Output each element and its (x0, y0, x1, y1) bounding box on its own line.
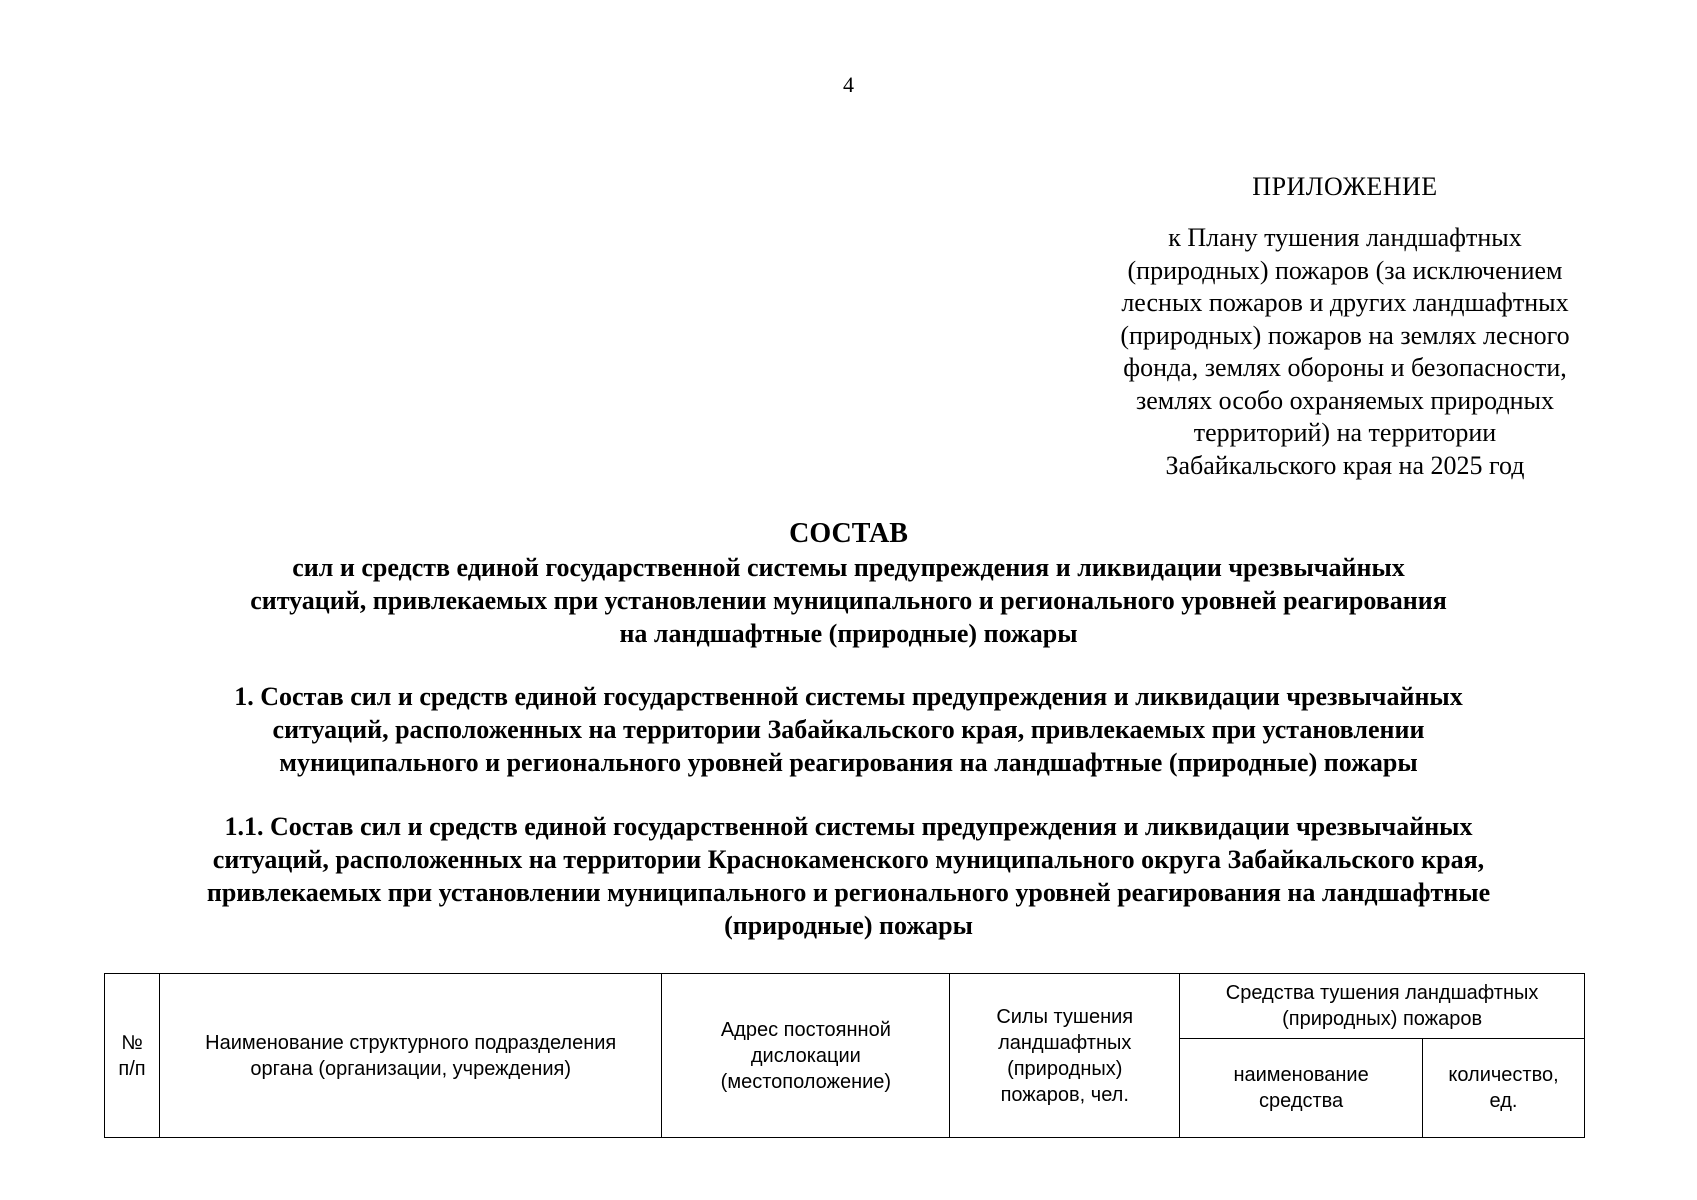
col-header-unit-name-line: органа (организации, учреждения) (250, 1057, 571, 1080)
col-header-forces-line: ландшафтных (998, 1031, 1132, 1054)
appendix-line: землях особо охраняемых природных (1135, 385, 1555, 415)
section-1-1-line: 1.1. Состав сил и средств единой государственной системы предупреждения и ликвидации чрезвычайных (224, 812, 1473, 841)
col-header-forces (950, 974, 1180, 1138)
col-header-number-line: п/п (118, 1057, 146, 1080)
col-header-means-name (1180, 1039, 1423, 1138)
col-header-means-group (1180, 974, 1585, 1039)
appendix-line: Забайкальского края на 2025 год (1165, 450, 1525, 480)
col-header-means-name-line: средства (1259, 1090, 1344, 1112)
document-subtitle-line: на ландшафтные (природные) пожары (619, 619, 1078, 648)
col-header-address-line: дислокации (750, 1044, 861, 1067)
section-1-heading (0, 680, 1697, 779)
table-header-row (105, 974, 1585, 1039)
appendix-text (1080, 222, 1610, 482)
col-header-address-line: Адрес постоянной (720, 1018, 891, 1041)
section-1-1-line: ситуаций, расположенных на территории Краснокаменского муниципального округа Забайкальского края, (212, 845, 1485, 874)
col-header-unit-name-line: Наименование структурного подразделения (205, 1031, 617, 1054)
appendix-line: к Плану тушения ландшафтных (1168, 223, 1522, 252)
col-header-address (662, 974, 950, 1138)
col-header-number-line: № (121, 1031, 143, 1054)
section-1-line: муниципального и регионального уровней реагирования на ландшафтные (природные) пожары (279, 748, 1418, 777)
col-header-means-name-line: наименование (1233, 1064, 1369, 1086)
col-header-unit-name (159, 974, 661, 1138)
section-1-line: ситуаций, расположенных на территории Забайкальского края, привлекаемых при установлении (272, 715, 1425, 744)
appendix-title: ПРИЛОЖЕНИЕ (1252, 172, 1438, 201)
document-heading (0, 517, 1697, 650)
appendix-line: территорий) на территории (1193, 418, 1497, 447)
col-header-forces-line: (природных) (1007, 1057, 1123, 1080)
col-header-means-group-line: (природных) пожаров (1282, 1008, 1483, 1030)
appendix-line: (природных) пожаров (за исключением (1127, 255, 1563, 285)
col-header-means-quantity-line: количество, (1448, 1064, 1559, 1086)
col-header-means-quantity-line: ед. (1489, 1090, 1518, 1112)
document-subtitle-line: сил и средств единой государственной системы предупреждения и ликвидации чрезвычайных (292, 553, 1405, 582)
col-header-means-quantity (1423, 1039, 1585, 1138)
appendix-line: лесных пожаров и других ландшафтных (1121, 288, 1569, 317)
col-header-number (105, 974, 160, 1138)
section-1-1-heading (0, 810, 1697, 942)
section-1-line: 1. Состав сил и средств единой государственной системы предупреждения и ликвидации чрезвычайных (234, 682, 1463, 711)
appendix-line: (природных) пожаров на землях лесного (1120, 320, 1570, 350)
col-header-forces-line: пожаров, чел. (1000, 1083, 1129, 1106)
section-1-1-line: привлекаемых при установлении муниципального и регионального уровней реагирования на ландшафтные (206, 878, 1491, 907)
appendix-line: фонда, землях обороны и безопасности, (1123, 353, 1567, 382)
page-number: 4 (843, 72, 854, 97)
col-header-forces-line: Силы тушения (996, 1005, 1134, 1028)
document-subtitle-line: ситуаций, привлекаемых при установлении муниципального и регионального уровней реагирования (250, 586, 1447, 615)
col-header-address-line: (местоположение) (720, 1070, 892, 1093)
document-title: СОСТАВ (789, 518, 908, 549)
col-header-means-group-line: Средства тушения ландшафтных (1225, 982, 1539, 1004)
section-1-1-line: (природные) пожары (724, 911, 973, 940)
forces-table (104, 973, 1585, 1138)
